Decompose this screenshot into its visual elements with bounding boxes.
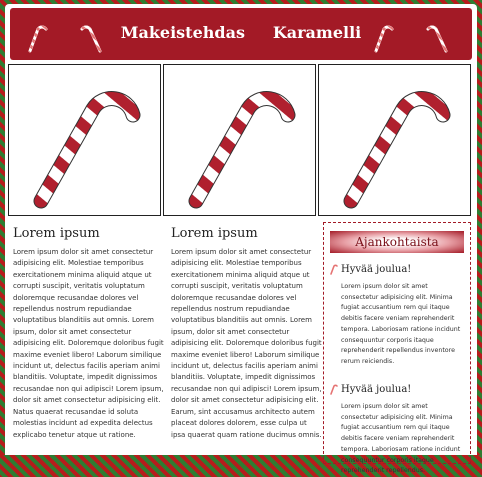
page	[5, 4, 477, 475]
news-heading: Hyvää joulua!	[341, 263, 412, 275]
candy-cane-icon	[337, 71, 453, 211]
sidebar-title: Ajankohtaista	[330, 231, 464, 253]
article-column	[13, 226, 165, 441]
site-header	[10, 8, 472, 60]
gallery-panel	[8, 64, 161, 216]
news-heading: Hyvää joulua!	[341, 383, 412, 395]
site-title	[10, 23, 472, 42]
news-body: Lorem ipsum dolor sit amet consectetur adipisicing elit. Minima fugiat accusantium rem qui itaque debitis facere veniam reprehenderit tempora. Laboriosam ratione incidunt consequuntur corporis itaque reprehenderit repellendus inventore rerum reiciendis.	[341, 283, 461, 365]
article-body: Lorem ipsum dolor sit amet consectetur adipisicing elit. Molestiae temporibus exercitationem minima aliquid atque ut corrupti suscipit, veritatis voluptatum doloremque recusandae dolores vel repellendus nostrum repudiandae voluptatibus blanditiis aut omnis. Lorem ipsum, dolor sit amet consectetur adipisicing elit. Doloremque doloribus fugit maxime eveniet libero! Laborum similique incidunt ut, delectus facilis aperiam animi blanditiis. Voluptate, impedit dignissimos recusandae non qui adipisci! Lorem ipsum, dolor sit amet consectetur adipisicing elit. Earum, sint accusamus architecto autem placeat dolores dolorem, esse culpa ut ipsa quaerat quam ratione ducimus omnis.	[171, 248, 322, 439]
news-item	[330, 263, 466, 368]
gallery-panel	[318, 64, 471, 216]
candy-cane-icon	[330, 383, 338, 395]
article-column	[171, 226, 323, 441]
news-item	[330, 383, 466, 477]
article-body: Lorem ipsum dolor sit amet consectetur adipisicing elit. Molestiae temporibus exercitationem minima aliquid atque ut corrupti suscipit, veritatis voluptatum doloremque recusandae dolores vel repellendus nostrum repudiandae voluptatibus blanditiis aut omnis. Lorem ipsum, dolor sit amet consectetur adipisicing elit. Doloremque doloribus fugit maxime eveniet libero! Laborum similique incidunt ut, delectus facilis aperiam animi blanditiis. Voluptate, impedit dignissimos recusandae non qui adipisci! Lorem ipsum, dolor sit amet consectetur adipisicing elit. Natus quaerat recusandae id soluta molestias incidunt ad expedita delectus explicabo tenetur atque ut ratione.	[13, 248, 164, 439]
site-title-left: Makeistehdas	[120, 23, 245, 42]
candy-cane-icon	[27, 71, 143, 211]
gallery-panel	[163, 64, 316, 216]
candy-cane-icon	[182, 71, 298, 211]
article-heading: Lorem ipsum	[13, 226, 100, 241]
candy-cane-icon	[330, 263, 338, 275]
site-title-right: Karamelli	[272, 23, 362, 42]
news-sidebar	[323, 222, 471, 475]
article-heading: Lorem ipsum	[171, 226, 258, 241]
news-body: Lorem ipsum dolor sit amet consectetur adipisicing elit. Minima fugiat accusantium rem qui itaque debitis facere veniam reprehenderit tempora. Laboriosam ratione incidunt consequuntur corporis itaque reprehenderit repellendus.	[341, 403, 461, 475]
